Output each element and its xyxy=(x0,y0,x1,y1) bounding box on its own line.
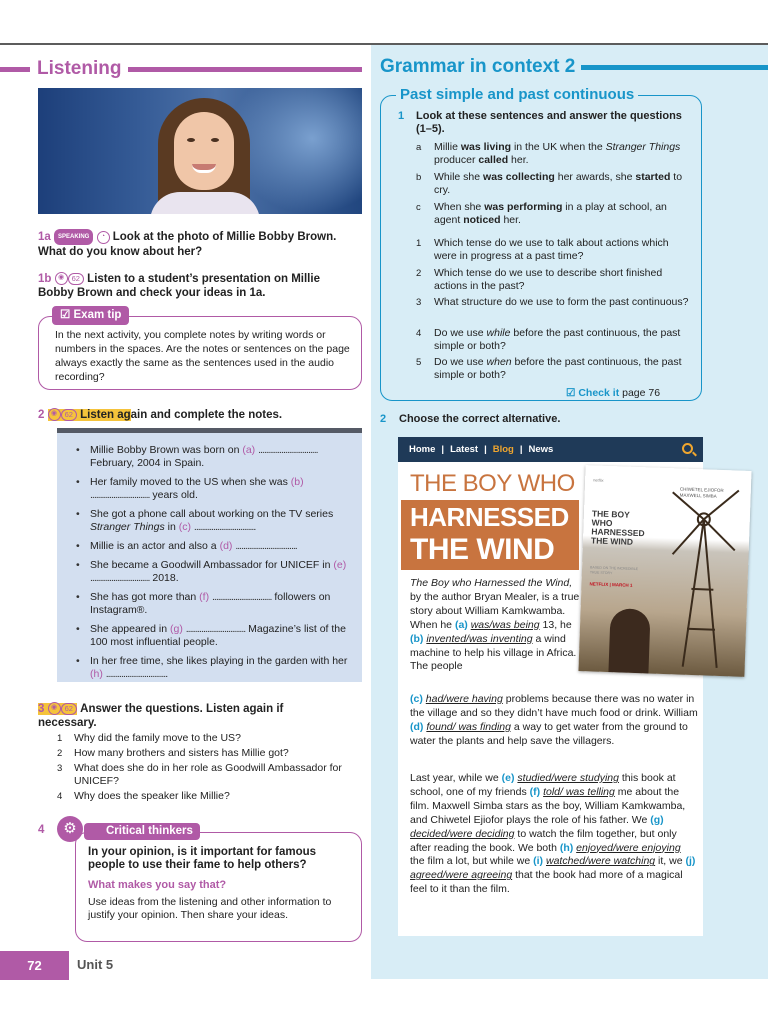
note-item: • She got a phone call about working on the TV series Stranger Things in (c) ................................ xyxy=(76,508,354,534)
blog-paragraph-1a: The Boy who Harnessed the Wind, by the author Bryan Mealer, is a true story about William Kamkwamba. When he (a) was/was being 13, he (b) invented/was inventing a wind machine to help his village in Africa. The people xyxy=(410,577,580,673)
grammar-header-bar xyxy=(581,65,768,70)
example-sentence-b: b While she was collecting her awards, she started to cry. xyxy=(416,171,683,196)
list-item: 3 What does she do in her role as Goodwill Ambassador for UNICEF? xyxy=(57,762,342,787)
question-number: 3 xyxy=(38,703,45,715)
list-item: 2 How many brothers and sisters has Millie got? xyxy=(57,747,289,759)
answer-gap[interactable]: ............................... xyxy=(258,444,318,456)
answer-gap[interactable]: ............................... xyxy=(212,591,272,603)
unit-label: Unit 5 xyxy=(77,957,114,972)
question-number: 1a xyxy=(38,231,51,244)
critical-instructions: Use ideas from the listening and other information to justify your opinion. Then share your ideas. xyxy=(88,896,332,921)
critical-thinkers-label: Critical thinkers xyxy=(84,823,200,840)
question-number: 2 xyxy=(38,409,45,421)
grammar-title: Grammar in context 2 xyxy=(380,56,576,77)
notes-list xyxy=(76,444,354,687)
blog-title-line2: HARNESSED xyxy=(410,502,569,532)
blog-paragraph-1b: (c) had/were having problems because there was no water in the village and so they didn’t have much food or drink. William (d) found/ was finding a way to get water from the ground to water the plants and help save the villagers. xyxy=(410,693,698,747)
question-1b xyxy=(38,272,358,300)
movie-poster: netflix CHIWETEL EJIOFOR MAXWELL SIMBA THE BOY WHO HARNESSED THE WIND BASED ON THE INCREDIBLE TRUE STORY NETFLIX | MARCH 1 xyxy=(578,465,751,677)
note-item: • She has got more than (f) ............................... followers on Instagram®. xyxy=(76,591,354,617)
header-bar-right xyxy=(128,67,362,72)
audio-track: 62 xyxy=(61,703,77,715)
question-1-text: Look at these sentences and answer the questions (1–5). xyxy=(416,110,682,135)
question-text-highlight: Listen ag xyxy=(80,409,131,421)
nav-latest[interactable]: Latest xyxy=(450,444,479,455)
audio-track: 62 xyxy=(68,273,84,285)
question-text: ain and complete the notes. xyxy=(130,409,283,421)
listening-title: Listening xyxy=(37,58,122,79)
example-sentence-a: a Millie was living in the UK when the Stranger Things producer called her. xyxy=(416,141,681,166)
audio-track: 62 xyxy=(61,409,77,421)
poster-title: THE BOY WHO HARNESSED THE WIND xyxy=(590,508,645,547)
question-2-text: Choose the correct alternative. xyxy=(399,413,561,425)
check-icon: ☑ xyxy=(60,309,71,321)
question-4-number: 4 xyxy=(38,824,45,836)
blog-title-line1: THE BOY WHO xyxy=(410,470,575,497)
question-3 xyxy=(38,702,338,730)
listening-header xyxy=(0,58,362,80)
grammar-question-1: 1 Which tense do we use to talk about actions which were in progress at a past time? xyxy=(416,237,669,262)
note-item: • Millie is an actor and also a (d) ................................ xyxy=(76,540,354,553)
blog-nav: Home | Latest | Blog | News xyxy=(398,437,703,462)
answer-gap[interactable]: ............................... xyxy=(90,489,150,501)
speaking-badge: SPEAKING xyxy=(54,229,93,245)
nav-blog[interactable]: Blog xyxy=(492,444,514,455)
list-item: 4 Why does the speaker like Millie? xyxy=(57,790,230,802)
answer-gap[interactable]: ............................... xyxy=(105,668,166,680)
gear-icon: ⚙ xyxy=(57,816,83,842)
question-3-list xyxy=(57,732,357,805)
windmill-icon xyxy=(659,478,746,671)
blog-title-line3: THE WIND xyxy=(410,533,555,566)
question-text: Listen to a student’s presentation on Millie Bobby Brown and check your ideas in 1a. xyxy=(38,273,320,299)
audio-icon[interactable]: ◉ xyxy=(55,272,68,285)
question-number: 1 xyxy=(398,110,405,122)
answer-gap[interactable]: ............................... xyxy=(90,572,150,584)
notes-top-bar xyxy=(57,428,362,433)
nav-home[interactable]: Home xyxy=(409,444,436,455)
grammar-question-3: 3 What structure do we use to form the past continuous? xyxy=(416,296,689,308)
exam-tip-text: In the next activity, you complete notes by writing words or numbers in the spaces. Are the notes or sentences on the page always exactly the same as the sentences used in the audio recording? xyxy=(55,329,350,383)
note-item: • She appeared in (g) ............................... Magazine’s list of the 100 most influential people. xyxy=(76,623,354,649)
question-number: 2 xyxy=(380,413,387,425)
speaking-icon: ◔ xyxy=(97,231,110,244)
grammar-header xyxy=(380,56,768,78)
check-it-link[interactable]: ☑ Check it page 76 xyxy=(566,387,661,399)
question-number: 1b xyxy=(38,273,52,285)
grammar-question-2: 2 Which tense do we use to describe short finished actions in the past? xyxy=(416,267,663,292)
header-bar-left xyxy=(0,67,30,72)
note-item: • Her family moved to the US when she was (b) ............................... years old. xyxy=(76,476,354,502)
answer-gap[interactable]: ............................... xyxy=(193,521,254,533)
search-icon[interactable] xyxy=(682,443,693,454)
question-1a xyxy=(38,229,358,259)
millie-photo xyxy=(38,88,362,214)
note-item: • Millie Bobby Brown was born on (a) ............................... February, 2004 in Spain. xyxy=(76,444,354,470)
question-text: Look at the photo of Millie Bobby Brown. What do you know about her? xyxy=(38,231,337,258)
grammar-question-4: 4 Do we use while before the past continuous, the past simple or both? xyxy=(416,327,681,352)
note-item: • She became a Goodwill Ambassador for UNICEF in (e) ............................... 2018. xyxy=(76,559,354,585)
page-number: 72 xyxy=(0,951,69,980)
audio-icon[interactable]: ◉ xyxy=(48,408,61,421)
audio-icon[interactable]: ◉ xyxy=(48,702,61,715)
grammar-question-5: 5 Do we use when before the past continuous, the past simple or both? xyxy=(416,356,682,381)
question-text: Answer the questions. Listen again if necessary. xyxy=(38,703,284,729)
critical-subheading: What makes you say that? xyxy=(88,879,227,891)
list-item: 1 Why did the family move to the US? xyxy=(57,732,241,744)
check-icon: ☑ xyxy=(566,387,576,399)
question-2 xyxy=(38,408,358,422)
exam-tip-label: ☑ Exam tip xyxy=(52,306,129,325)
example-sentence-c: c When she was performing in a play at school, an agent noticed her. xyxy=(416,201,667,226)
nav-news[interactable]: News xyxy=(528,444,554,455)
person-figure xyxy=(608,608,650,673)
answer-gap[interactable]: ............................... xyxy=(185,623,246,635)
note-item: • In her free time, she likes playing in the garden with her (h) ................................ xyxy=(76,655,354,681)
answer-gap[interactable]: ............................... xyxy=(235,540,295,552)
past-tense-title: Past simple and past continuous xyxy=(396,86,638,103)
blog-paragraph-2: Last year, while we (e) studied/were studying this book at school, one of my friends (f) told/ was telling me about the film. Maxwell Simba stars as the boy, William Kamkwamba, and Chiwetel Ejiofor plays the role of his father. We (g) decided/were deciding to watch the film together, but only after reading the book. We both (h) enjoyed/were enjoying the film a lot, but while we (i) watched/were watching it, we (j) agreed/were agreeing that the book had more of a magical feel to it than the film. xyxy=(410,772,696,896)
critical-question: In your opinion, is it important for famous people to use their fame to help others? xyxy=(88,846,317,871)
